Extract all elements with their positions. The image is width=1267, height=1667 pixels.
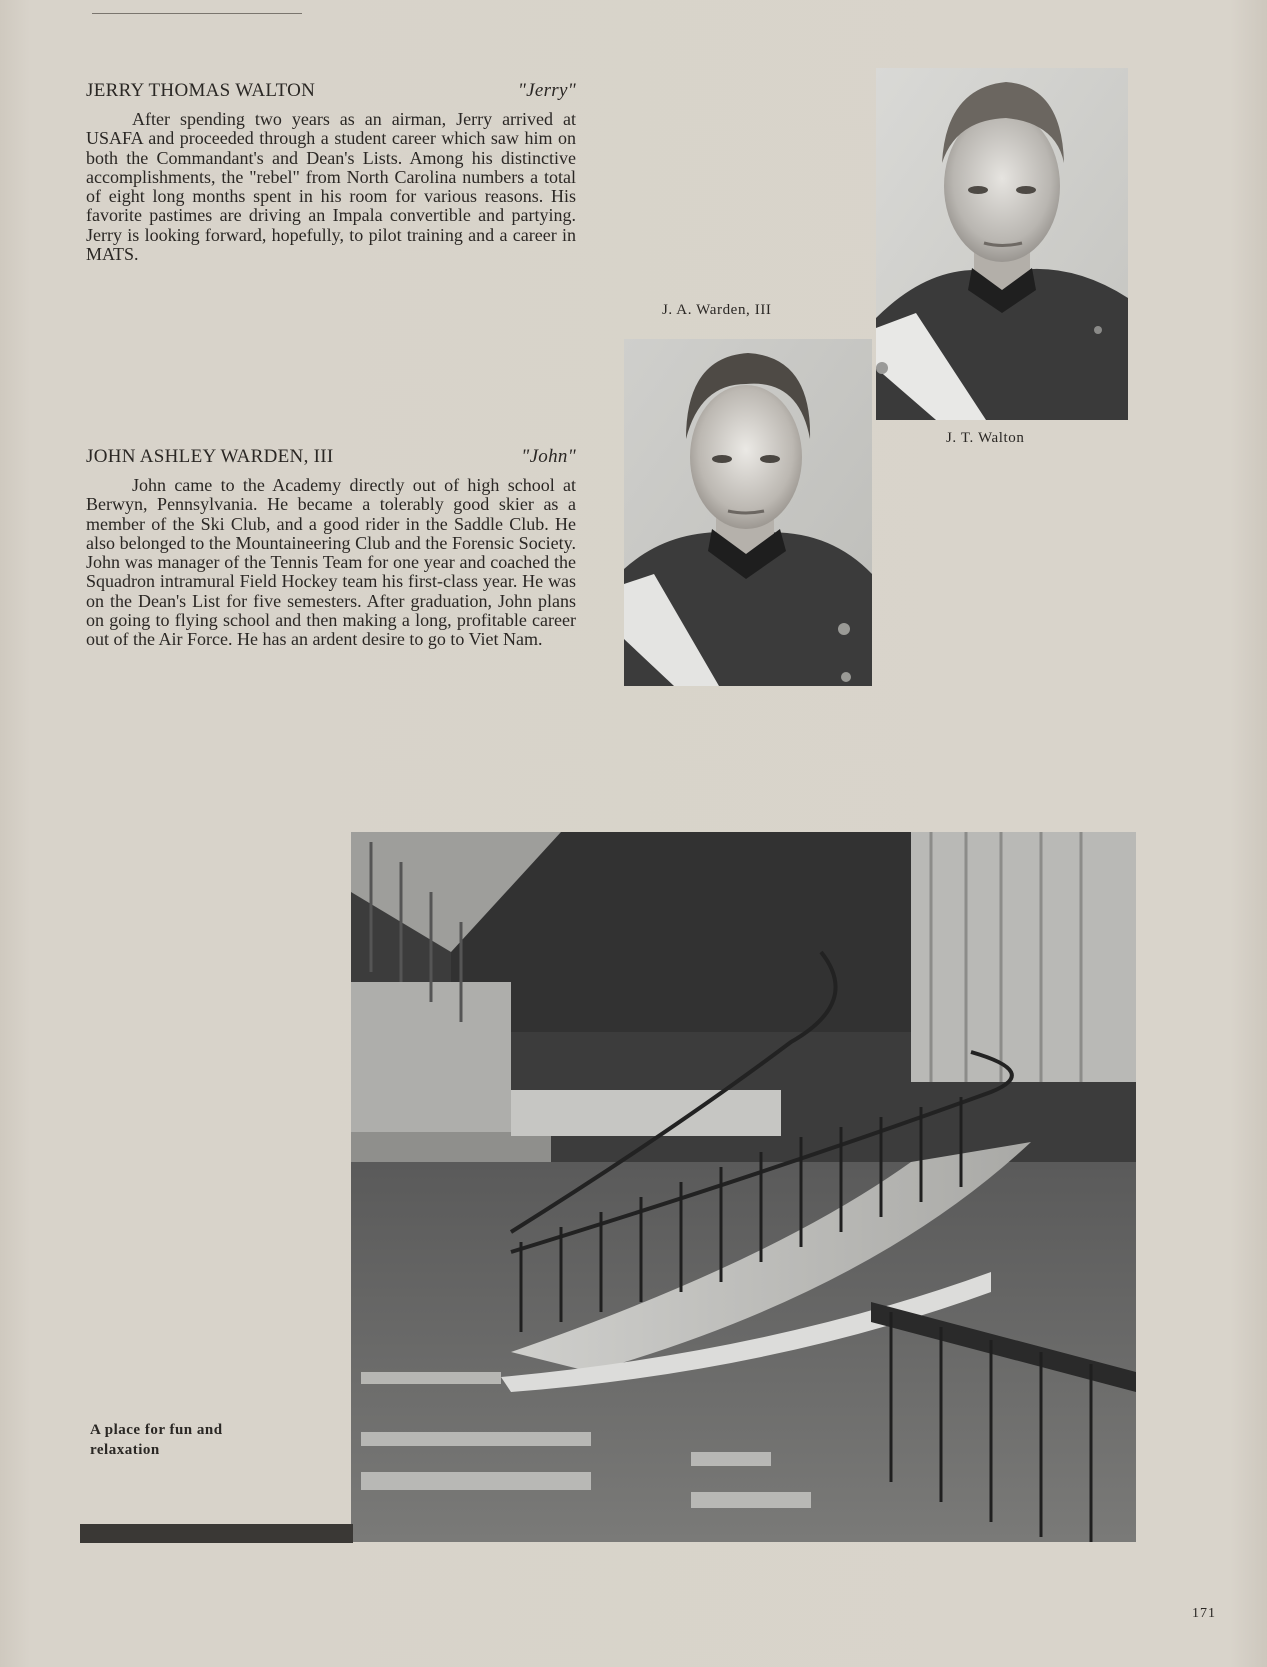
bio-warden-text: John came to the Academy directly out of high school at Berwyn, Pennsylvania. He became a tolerably good skier as a member of the Ski Club, and a good rider in the Saddle Club. He also belonged to the Mountaineering Club and the Forensic Society. John was manager of the Tennis Team for one year and coached the Squadron intramural Field Hockey team his first-class year. He was on the Dean's List for five semesters. After graduation, John plans on going to flying school and then making a long, profitable career out of the Air Force. He has an ardent desire to go to Viet Nam. xyxy=(86,475,576,650)
bio-walton-name: JERRY THOMAS WALTON xyxy=(86,80,316,101)
top-rule xyxy=(92,13,302,14)
scene-caption: A place for fun and relaxation xyxy=(90,1422,223,1458)
bio-warden-nickname: "John" xyxy=(521,446,576,467)
bio-warden xyxy=(86,446,576,650)
page-number: 171 xyxy=(1192,1606,1216,1621)
walton-caption: J. T. Walton xyxy=(946,430,1025,446)
bio-walton xyxy=(86,80,576,264)
caption-bar xyxy=(80,1524,353,1543)
bio-warden-name: JOHN ASHLEY WARDEN, III xyxy=(86,446,334,467)
staircase-photo xyxy=(351,832,1136,1542)
bio-warden-header xyxy=(86,446,576,468)
bio-walton-text: After spending two years as an airman, Jerry arrived at USAFA and proceeded through a student career which saw him on both the Commandant's and Dean's Lists. Among his distinctive accomplishments, the "rebel" from North Carolina numbers a total of eight long months spent in his room for various reasons. His favorite pastimes are driving an Impala convertible and partying. Jerry is looking forward, hopefully, to pilot training and a career in MATS. xyxy=(86,109,576,265)
warden-caption: J. A. Warden, III xyxy=(662,302,772,318)
walton-portrait xyxy=(876,68,1128,420)
warden-portrait xyxy=(624,339,872,686)
bio-walton-nickname: "Jerry" xyxy=(517,80,576,101)
bio-walton-header xyxy=(86,80,576,102)
